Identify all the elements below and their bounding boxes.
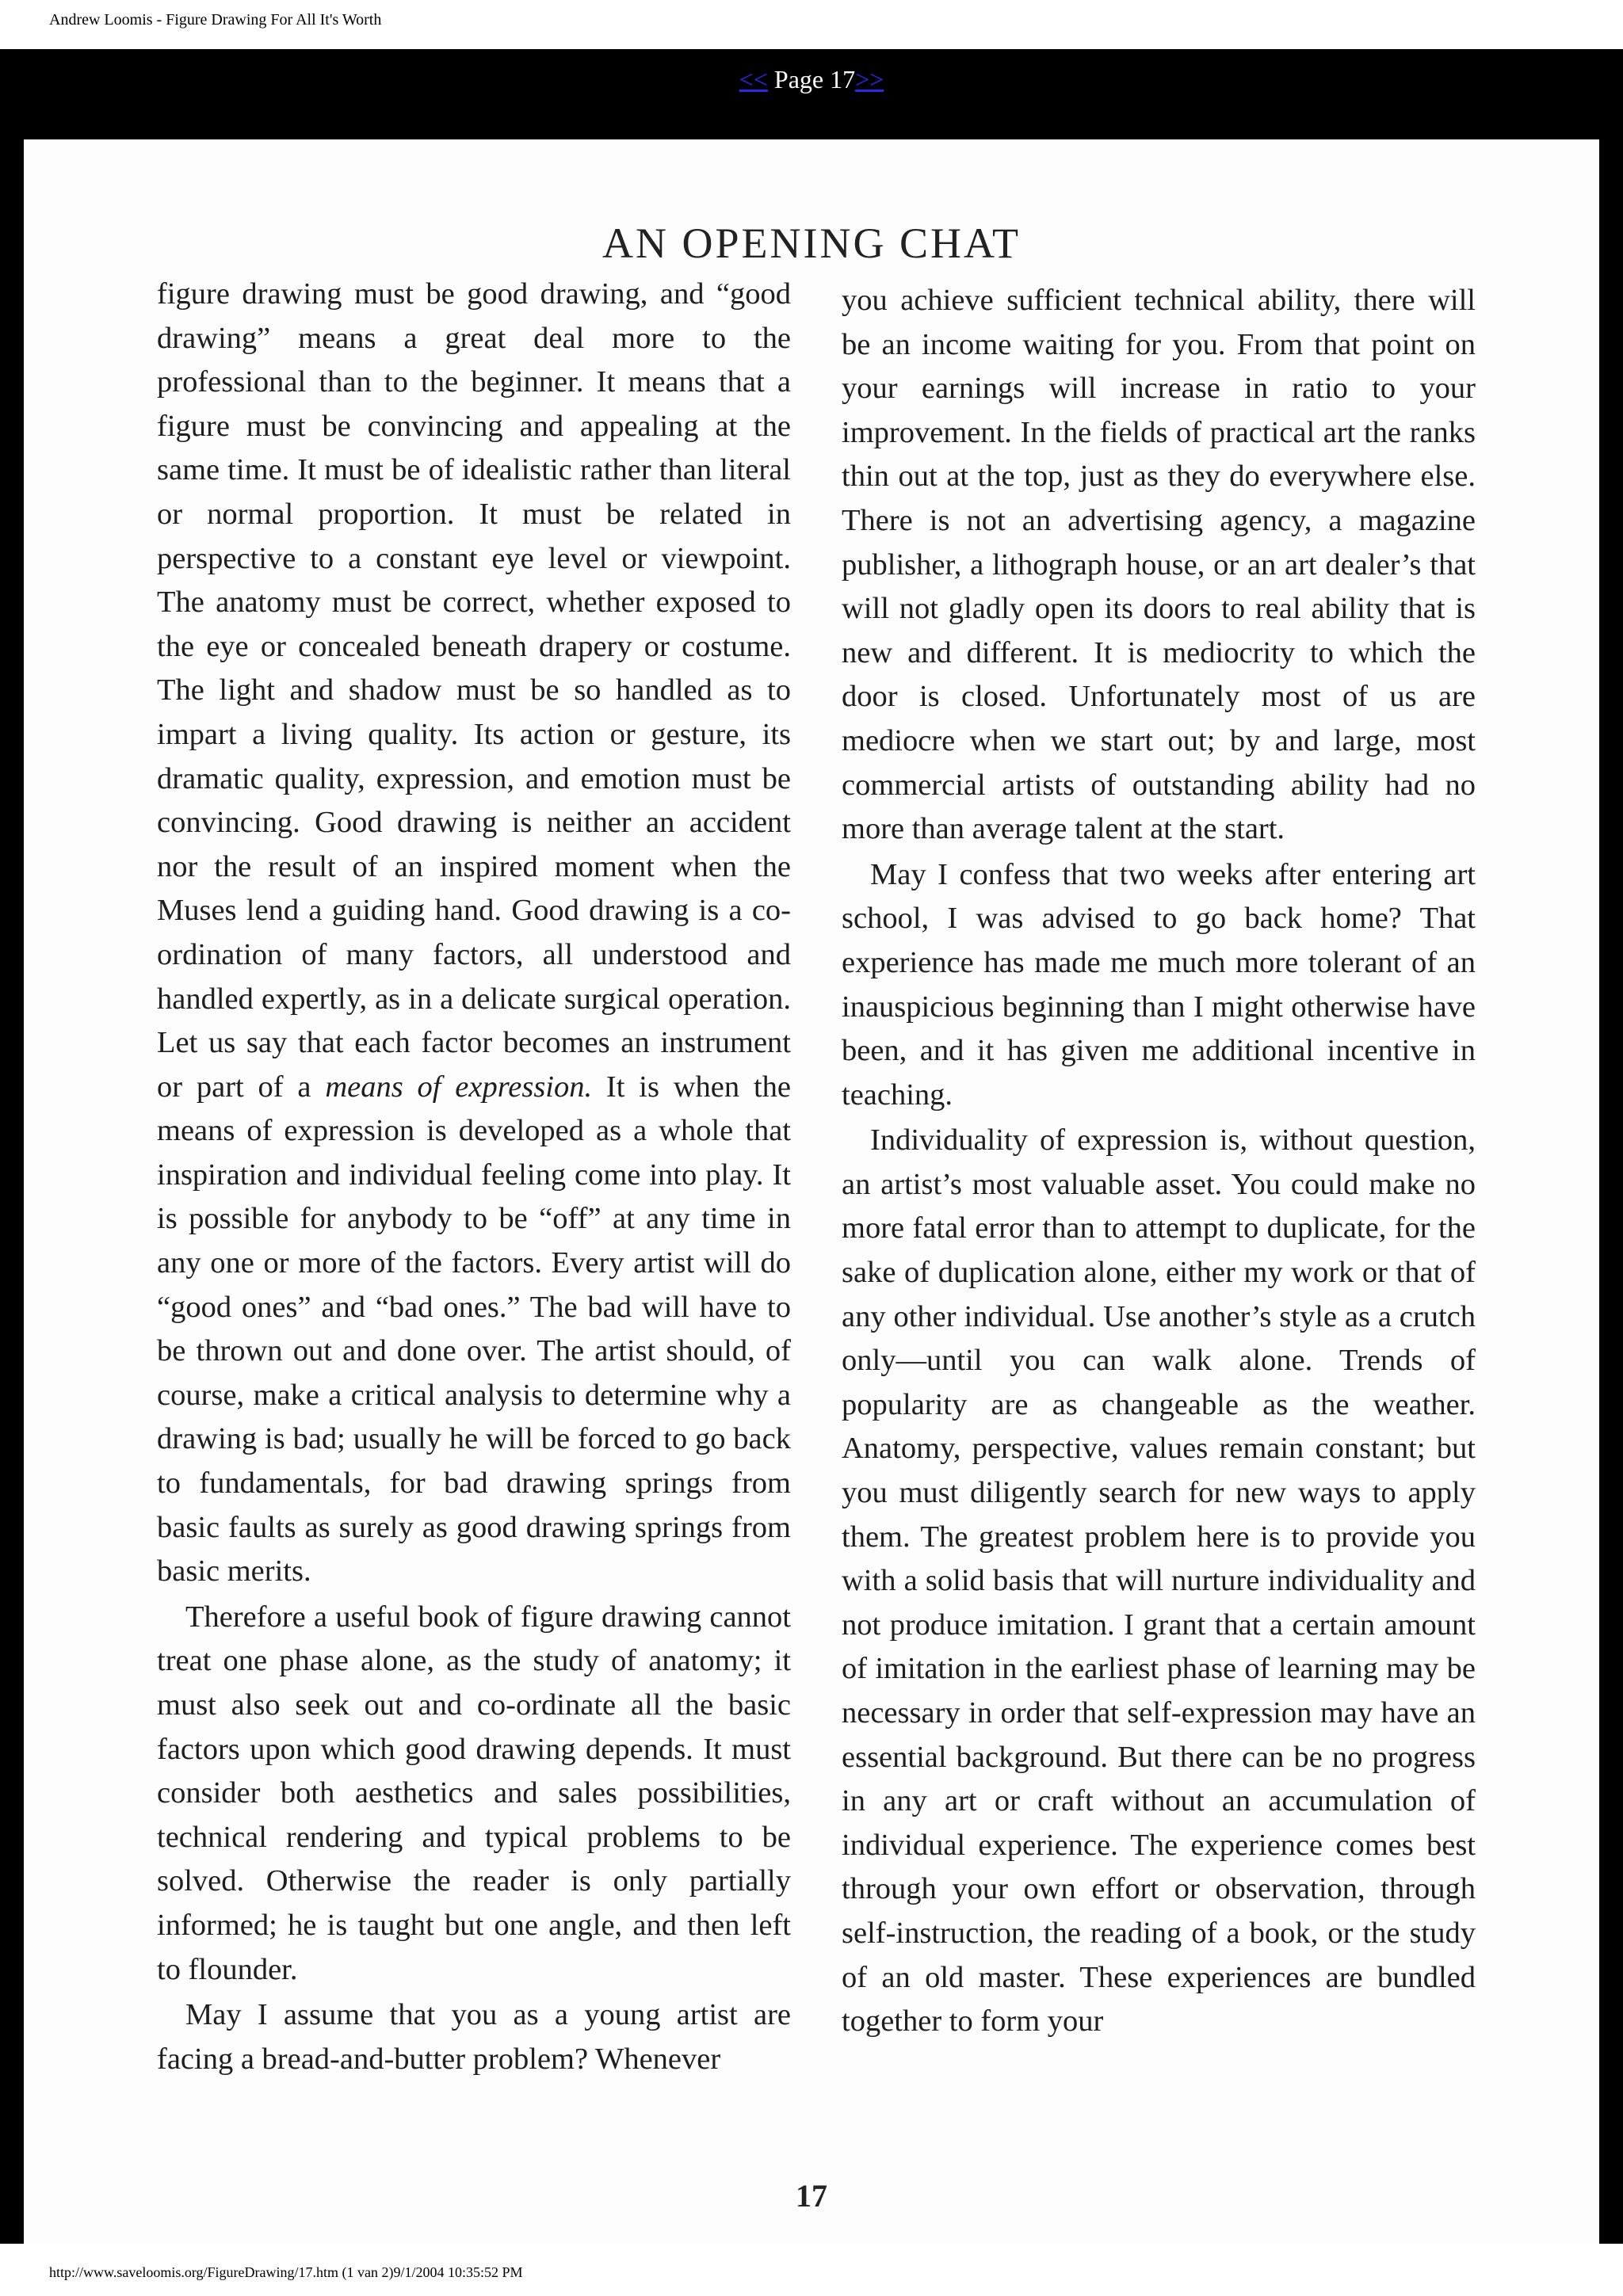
paragraph: Individuality of expression is, without question, an artist’s most valuable asset. You could make no more fatal error than to attempt to duplicate, for the sake of duplication alone, either my work or that of any other individual. Use another’s style as a crutch only—until you can walk alone. Trends of popularity are as changeable as the weather. Anatomy, perspective, values remain constant; but you must diligently search for new ways to apply them. The greatest problem here is to provide you with a solid basis that will nurture individuality and not produce imitation. I grant that a certain amount of imitation in the earliest phase of learning may be necessary in order that self-expression may have an essential background. But there can be no progress in any art or craft without an accumulation of individual experience. The experience comes best through your own effort or observation, through self-instruction, the reading of a book, or the study of an old master. These experiences are bundled together to form your bbox=[842, 1123, 1476, 2039]
paragraph bbox=[157, 273, 791, 1594]
previous-page-link[interactable]: << bbox=[739, 65, 768, 93]
left-text-column bbox=[157, 273, 791, 2081]
text-run: It is when the means of expression is developed as a whole that inspiration and individual feeling come into play. It is possible for anybody to be “off” at any time in any one or more of the factors. Every artist will do “good ones” and “bad ones.” The bad will have to be thrown out and done over. The artist should, of course, make a critical analysis to determine why a drawing is bad; usually he will be forced to go back to fundamentals, for bad drawing springs from basic faults as surely as good drawing springs from basic merits. bbox=[157, 1070, 791, 1589]
print-footer bbox=[0, 2244, 1623, 2296]
page-navigation bbox=[0, 65, 1623, 94]
page-number-label: Page 17 bbox=[767, 65, 856, 93]
scanned-book-page bbox=[24, 139, 1599, 2244]
paragraph: May I confess that two weeks after entering art school, I was advised to go back home? That experience has made me much more tolerant of an inauspicious beginning than I might otherwise have been, and it has given me additional incentive in teaching. bbox=[842, 857, 1476, 1112]
right-text-column bbox=[842, 279, 1476, 2044]
page-folio-number: 17 bbox=[796, 2178, 827, 2214]
print-header bbox=[0, 0, 1623, 49]
page-url: http://www.saveloomis.org/FigureDrawing/17.htm (1 van 2)9/1/2004 10:35:52 PM bbox=[49, 2264, 523, 2280]
paragraph: you achieve sufficient technical ability, there will be an income waiting for you. From that point on your earnings will increase in ratio to your improvement. In the fields of practical art the ranks thin out at the top, just as they do everywhere else. There is not an advertising agency, a magazine publisher, a lithograph house, or an art dealer’s that will not gladly open its doors to real ability that is new and different. It is mediocrity to which the door is closed. Unfortunately most of us are mediocre when we start out; by and large, most commercial artists of outstanding ability had no more than average talent at the start. bbox=[842, 284, 1476, 846]
document-title: Andrew Loomis - Figure Drawing For All It's Worth bbox=[49, 11, 382, 29]
italic-text: means of expression. bbox=[325, 1070, 593, 1104]
paragraph: May I assume that you as a young artist are facing a bread-and-butter problem? Whenever bbox=[157, 1998, 791, 2076]
next-page-link[interactable]: >> bbox=[855, 65, 884, 93]
chapter-title: AN OPENING CHAT bbox=[602, 219, 1021, 267]
text-run: figure drawing must be good drawing, and “good drawing” means a great deal more to the professional than to the beginner. It means that a figure must be convincing and appealing at the same time. It must be of idealistic rather than literal or normal proportion. It must be related in perspective to a constant eye level or viewpoint. The anatomy must be correct, whether exposed to the eye or concealed beneath drapery or costume. The light and shadow must be so handled as to impart a living quality. Its action or gesture, its dramatic quality, expression, and emotion must be convincing. Good drawing is neither an accident nor the result of an inspired moment when the Muses lend a guiding hand. Good drawing is a co-ordination of many factors, all understood and handled expertly, as in a delicate surgical operation. Let us say that each factor becomes an instrument or part of a bbox=[157, 277, 791, 1104]
paragraph: Therefore a useful book of figure drawing cannot treat one phase alone, as the study of anatomy; it must also seek out and co-ordinate all the basic factors upon which good drawing depends. It must consider both aesthetics and sales possibilities, technical rendering and typical problems to be solved. Otherwise the reader is only partially informed; he is taught but one angle, and then left to flounder. bbox=[157, 1600, 791, 1986]
